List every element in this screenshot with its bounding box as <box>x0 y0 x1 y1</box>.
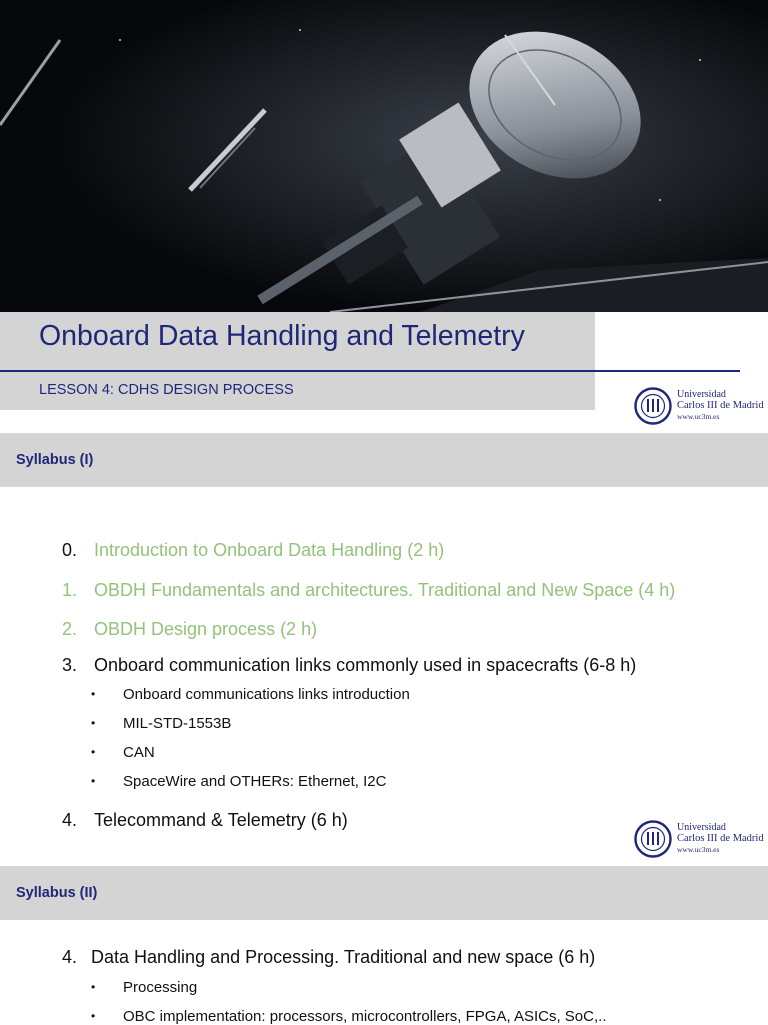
logo-line-3: www.uc3m.es <box>677 845 720 854</box>
bullet-label: Onboard communications links introduction <box>123 686 410 703</box>
item-label: Onboard communication links commonly used in spacecrafts (6-8 h) <box>94 655 637 675</box>
satellite-hero-image <box>0 0 768 312</box>
bullet-label: OBC implementation: processors, microcontrollers, FPGA, ASICs, SoC,.. <box>123 1008 607 1025</box>
bullet-label: Processing <box>123 979 198 996</box>
item-label: Data Handling and Processing. Traditional and new space (6 h) <box>91 947 596 967</box>
logo-line-1: Universidad <box>677 389 726 400</box>
section-header <box>0 866 768 920</box>
section-title: Syllabus (I) <box>16 452 94 468</box>
satellite-illustration <box>0 0 768 312</box>
logo-line-2: Carlos III de Madrid <box>677 833 764 844</box>
section-title: Syllabus (II) <box>16 885 98 901</box>
slide-title: Onboard Data Handling and Telemetry <box>39 320 525 352</box>
university-logo <box>634 819 762 859</box>
item-number: 0. <box>62 540 78 560</box>
logo-line-3: www.uc3m.es <box>677 412 720 421</box>
item-label: Telecommand & Telemetry (6 h) <box>94 810 348 830</box>
item-number: 4. <box>62 810 78 830</box>
bullet-label: CAN <box>123 744 155 761</box>
bullet-label: SpaceWire and OTHERs: Ethernet, I2C <box>123 773 387 790</box>
item-label: OBDH Fundamentals and architectures. Traditional and New Space (4 h) <box>94 580 676 600</box>
section-header <box>0 433 768 487</box>
bullet-label: MIL-STD-1553B <box>123 715 232 732</box>
slide-subtitle: LESSON 4: CDHS DESIGN PROCESS <box>39 382 294 398</box>
item-label: OBDH Design process (2 h) <box>94 619 318 639</box>
logo-line-2: Carlos III de Madrid <box>677 400 764 411</box>
title-divider <box>0 370 740 372</box>
item-number: 4. <box>62 947 78 967</box>
item-number: 2. <box>62 619 78 639</box>
uc3m-seal-icon <box>634 820 672 858</box>
logo-line-1: Universidad <box>677 822 726 833</box>
item-number: 1. <box>62 580 78 600</box>
item-number: 3. <box>62 655 78 675</box>
uc3m-seal-icon <box>634 387 672 425</box>
item-label: Introduction to Onboard Data Handling (2 h) <box>94 540 445 560</box>
university-logo <box>634 386 762 426</box>
